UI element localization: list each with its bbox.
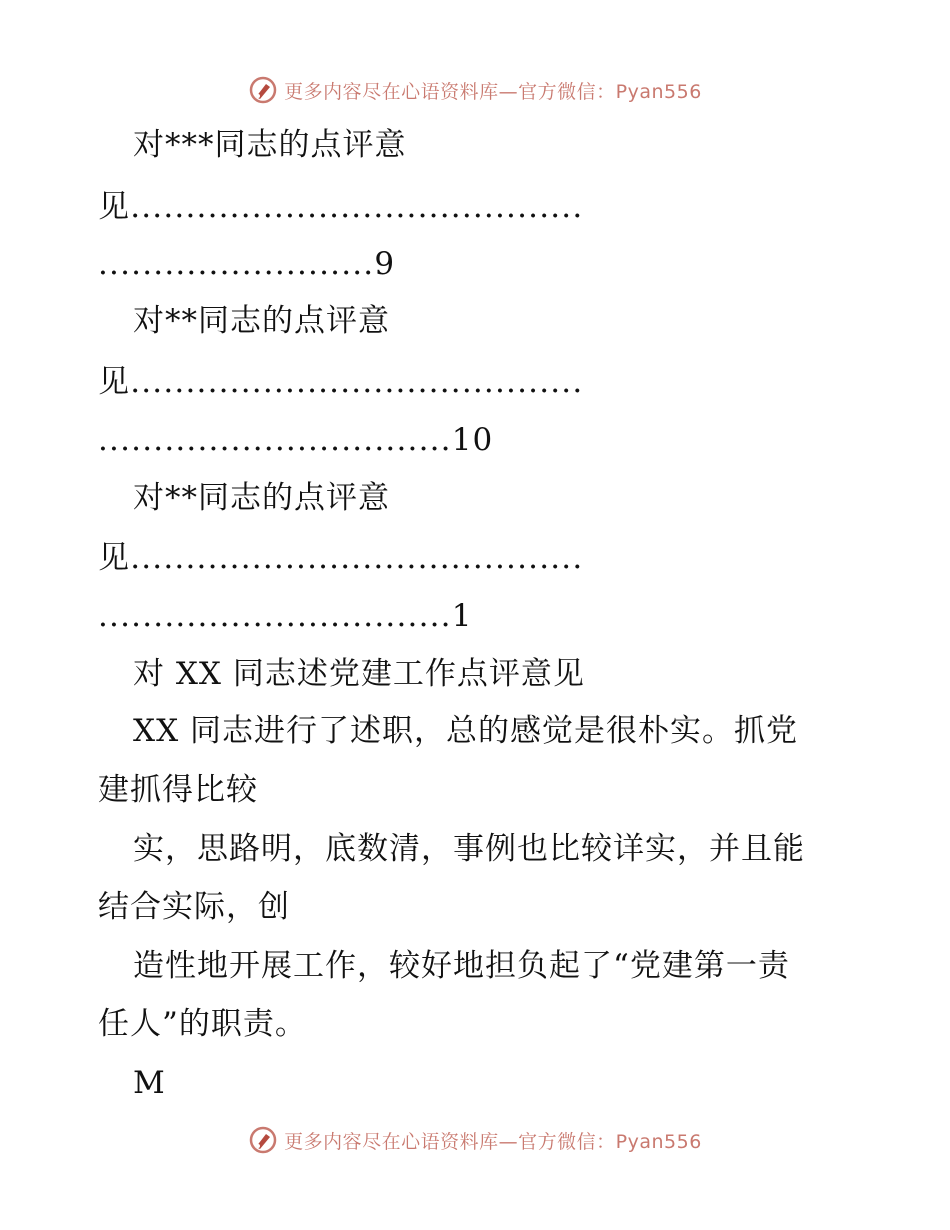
pen-nib-icon — [248, 1125, 278, 1155]
body-line-6: 任人”的职责。 — [98, 1006, 307, 1042]
toc-entry-3-title: 对**同志的点评意 — [133, 480, 390, 516]
toc-entry-1-leader: 见......................................... — [98, 189, 584, 225]
body-line-5: 造性地开展工作，较好地担负起了“党建第一责 — [133, 948, 790, 984]
toc-entry-1-leader-cont: .........................9 — [98, 246, 396, 282]
toc-entry-3-leader-cont: ................................1 — [98, 598, 473, 634]
body-line-3: 实，思路明，底数清，事例也比较详实，并且能 — [133, 831, 805, 867]
toc-entry-1-title: 对***同志的点评意 — [133, 127, 407, 163]
watermark-text: 更多内容尽在心语资料库—官方微信：Pyan556 — [284, 80, 702, 103]
section-heading: 对 XX 同志述党建工作点评意见 — [133, 656, 585, 692]
toc-entry-3-leader: 见......................................... — [98, 540, 584, 576]
footer-watermark — [0, 1120, 950, 1160]
watermark-text: 更多内容尽在心语资料库—官方微信：Pyan556 — [284, 1130, 702, 1153]
toc-entry-3-page: 1 — [451, 598, 473, 634]
toc-entry-1-page: 9 — [374, 246, 396, 282]
toc-entry-2-page: 10 — [451, 422, 494, 458]
toc-entry-2-leader-cont: ................................10 — [98, 422, 494, 458]
body-line-2: 建抓得比较 — [98, 772, 258, 808]
header-watermark — [0, 70, 950, 110]
toc-entry-2-leader: 见......................................... — [98, 364, 584, 400]
body-line-1: XX 同志进行了述职，总的感觉是很朴实。抓党 — [133, 713, 798, 749]
body-line-4: 结合实际，创 — [98, 889, 290, 925]
body-line-7: M — [133, 1065, 166, 1101]
toc-entry-2-title: 对**同志的点评意 — [133, 303, 390, 339]
pen-nib-icon — [248, 75, 278, 105]
